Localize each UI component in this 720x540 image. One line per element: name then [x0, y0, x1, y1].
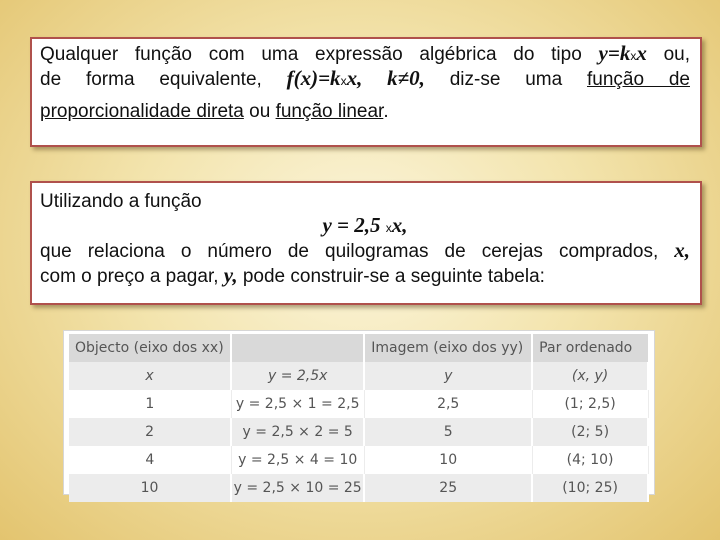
header-par-ordenado: Par ordenado: [532, 334, 648, 362]
table-row: [69, 390, 648, 418]
example-line-3: que relaciona o número de quilogramas de cerejas comprados, x,: [40, 238, 691, 262]
table-cell: 4: [69, 446, 231, 474]
table-row: [69, 446, 648, 474]
table-cell: x: [69, 362, 231, 390]
definition-text: ou: [249, 101, 271, 122]
table-row: [69, 362, 648, 390]
condition-k-nonzero: k≠0,: [387, 66, 425, 90]
table-cell: 10: [364, 446, 532, 474]
table-cell: y = 2,5x: [231, 362, 364, 390]
definition-box: [30, 37, 702, 147]
formula-fx-kx: f(x)=kxx,: [286, 66, 363, 90]
table-cell: 2,5: [364, 390, 532, 418]
table-cell: y = 2,5 × 10 = 25: [231, 474, 364, 502]
table-cell: 2: [69, 418, 231, 446]
header-imagem: Imagem (eixo dos yy): [364, 334, 532, 362]
table-header-row: [69, 334, 648, 362]
table-cell: (1; 2,5): [532, 390, 648, 418]
table-cell: (4; 10): [532, 446, 648, 474]
definition-text: de forma equivalente,: [40, 69, 262, 90]
definition-line-3: proporcionalidade direta ou função linear.: [40, 101, 389, 122]
table-cell: (x, y): [532, 362, 648, 390]
formula-y-kx: y=kxx: [598, 41, 647, 65]
table-row: [69, 418, 648, 446]
table-cell: y: [364, 362, 532, 390]
table-cell: 5: [364, 418, 532, 446]
table-cell: 25: [364, 474, 532, 502]
example-intro: Utilizando a função: [40, 191, 202, 212]
table-cell: (10; 25): [532, 474, 648, 502]
table-cell: y = 2,5 × 2 = 5: [231, 418, 364, 446]
definition-text: diz-se uma: [449, 69, 563, 90]
example-line-4: com o preço a pagar, y, pode construir-se a seguinte tabela:: [40, 263, 545, 287]
term-proportionality-cont: proporcionalidade direta: [40, 101, 244, 122]
header-objecto: Objecto (eixo dos xx): [69, 334, 231, 362]
values-table: [69, 334, 649, 502]
table-cell: y = 2,5 × 4 = 10: [231, 446, 364, 474]
table-cell: y = 2,5 × 1 = 2,5: [231, 390, 364, 418]
values-table-container: [63, 330, 655, 495]
term-linear-function: função linear: [275, 101, 384, 122]
table-cell: (2; 5): [532, 418, 648, 446]
definition-text: ou,: [663, 44, 690, 65]
table-row: [69, 474, 648, 502]
definition-line-1: [40, 41, 690, 66]
table-cell: 10: [69, 474, 231, 502]
table-cell: 1: [69, 390, 231, 418]
term-proportionality: função de: [587, 69, 690, 90]
definition-line-2: [40, 66, 690, 91]
definition-text: Qualquer função com uma expressão algébrica do tipo: [40, 44, 582, 65]
example-formula: y = 2,5 xx,: [322, 213, 408, 237]
header-empty: [231, 334, 364, 362]
example-box: [30, 181, 702, 305]
